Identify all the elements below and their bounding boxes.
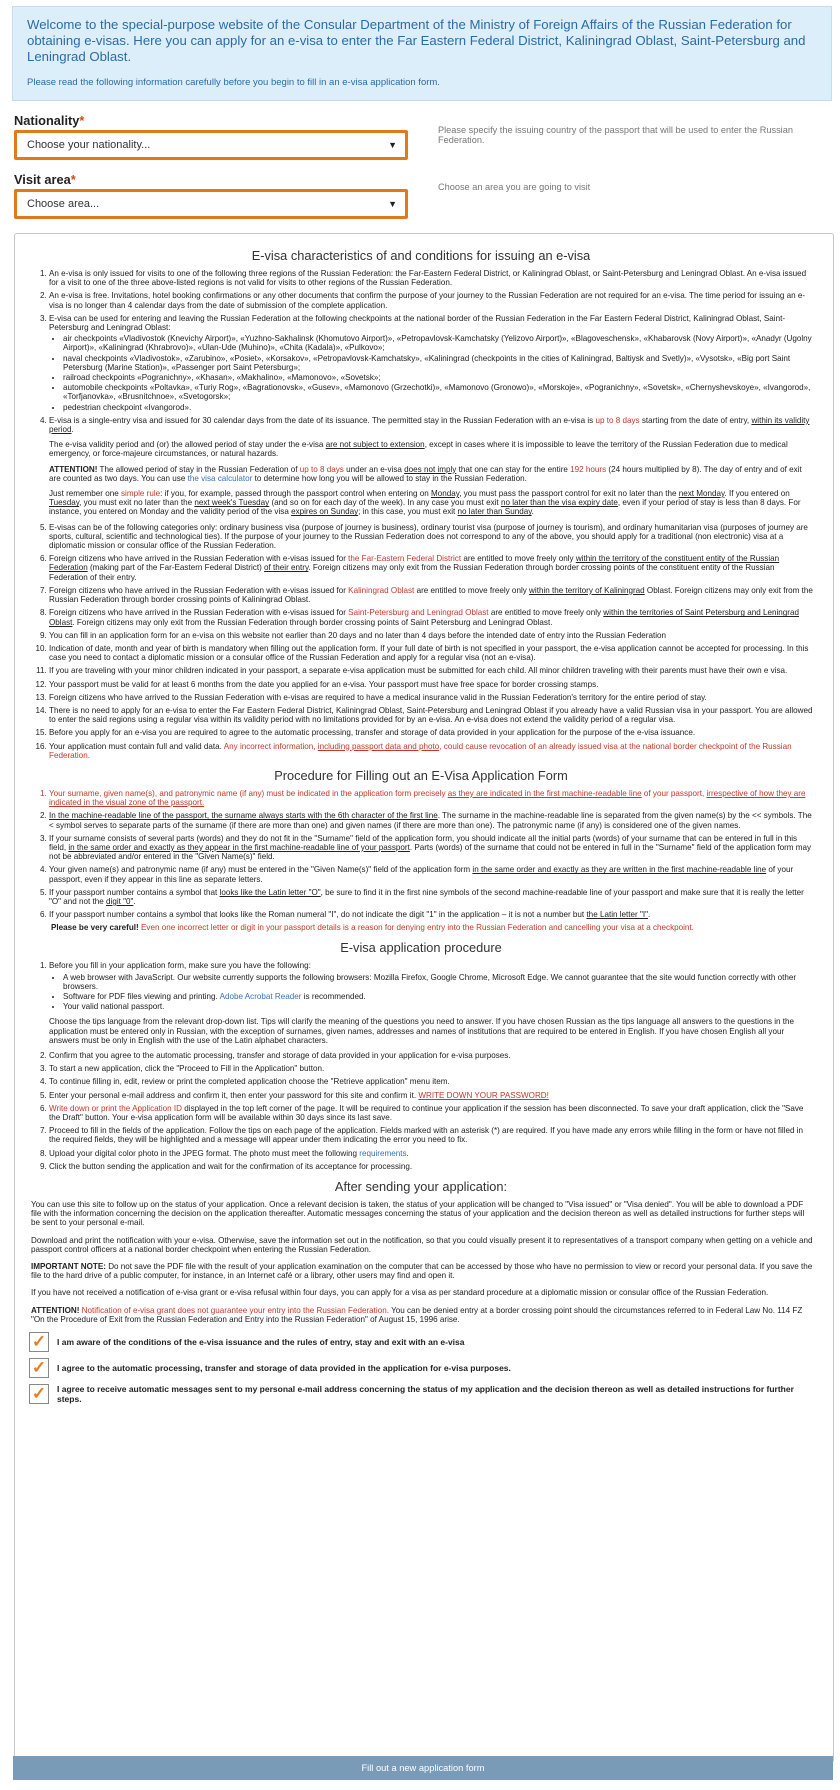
attention-note: ATTENTION! Notification of e-visa grant does not guarantee your entry into the Russian Federation. You can be denied entry at a border crossing point should the circumstances referred to in Federal Law No. 114 FZ "On the Procedure of Exit from the Russian Federation and Entry into the Russian Federation" of August 15, 1996 arise. [31, 1305, 803, 1324]
application-title: E-visa application procedure [340, 940, 502, 956]
list-item: 14. There is no need to apply for an e-visa to enter the Far Eastern Federal District, Kaliningrad Oblast, Saint-Petersburg and Leningrad Oblast if you already have a valid Russian visa in your passport. You are allowed to enter the said regions using a regular visa within its validity period with no limitations provided for by an e-visa. An e-visa does not extend the validity period of a regular visa. [49, 706, 813, 724]
welcome-text: Welcome to the special-purpose website of the Consular Department of the Ministry of Foreign Affairs of the Russian Federation for obtaining e-visas. Here you can apply for an e-visa to enter the Far Eastern Federal District, Kaliningrad Oblast, Saint-Petersburg and Leningrad Oblast. [27, 17, 806, 64]
list-item: 1. Before you fill in your application form, make sure you have the following: • A web browser with JavaScript. Our website currently supports the following browsers: Mozilla Firefox, Google Chrome, Microsoft Edge. We cannot guarantee that the site would function correctly with other browsers. • Software for PDF files viewing and printing. Adobe Acrobat Reader is recommended. • Your valid national passport. Choose the tips language from the relevant drop-down list. Tips will clarify the meaning of the questions you need to answer. If you have chosen Russian as the tips language all answers to the questions in the application must be entered only in Russian, with the exception of surnames, given names, addresses and names of institutions that are required to be entered in English. If you have chosen English all your answers must be only in English with the use of the Latin alphabet characters. [49, 961, 813, 1045]
checkbox-label: I agree to receive automatic messages sent to my personal e-mail address concerning the status of my application and the decision thereon as well as detailed instructions for further steps. [57, 1384, 794, 1405]
list-item: 3. E-visa can be used for entering and leaving the Russian Federation at the following checkpoints at the national border of the Russian Federation in the Far Eastern Federal District, Kaliningrad Oblast, Saint-Petersburg and Leningrad Oblast: • air checkpoints «Vladivostok (Knevichy Airport)», «Yuzhno-Sakhalinsk (Khomutovo Airport)», «Petropavlovsk-Kamchatsky (Yelizovo Airport)», «Blagoveschensk», «Khabarovsk (Novy Airport)», «Anadyr (Ugolny Airport)», «Kaliningrad (Khrabrovo)», «Ulan-Ude (Muhino)», «Chita (Kadala)», «Pulkovo»; • naval checkpoints «Vladivostok», «Zarubino», «Posiet», «Korsakov», «Petropavlovsk-Kamchatsky», «Kaliningrad (checkpoints in the cities of Kaliningrad, Baltiysk and Svetly)», «Vysotsk», «Big port Saint Petersburg (Marine Station)», «Passenger port Saint Petersburg»; • railroad checkpoints «Pogranichny», «Khasan», «Makhalino», «Mamonovo», «Sovetsk»; • automobile checkpoints «Poltavka», «Turiy Rog», «Bagrationovsk», «Gusev», «Mamonovo (Grzechotki)», «Mamonovo (Gronowo)», «Morskoje», «Pogranichny», «Sovetsk», «Chernyshevskoye», «Ivangorod», «Torfjanovka», «Brusnitchnoe», «Svetogorsk»; • pedestrian checkpoint «Ivangorod». [49, 314, 813, 412]
after-paragraph: You can use this site to follow up on the status of your application. Once a relevant decision is taken, the status of your application will be changed to "Visa issued" or "Visa denied". You will be able to download a PDF file with the information concerning the decision on the application thereafter. Automatic messages concerning the status of your application and the decision thereon as well as detailed instructions for further steps will be sent to your personal e-mail. [31, 1200, 805, 1228]
list-item: 11. If you are traveling with your minor children indicated in your passport, a separate e-visa application must be submitted for each child. All minor children traveling with their parents must have their own e visa. [49, 666, 813, 675]
list-item: • Your valid national passport. [63, 1002, 813, 1011]
area-label: Visit area* [14, 172, 76, 187]
chevron-down-icon: ▼ [388, 140, 397, 150]
list-item: 9. Click the button sending the application and wait for the confirmation of its acceptance for processing. [49, 1162, 813, 1171]
agree-messages-checkbox[interactable]: ✓ [29, 1384, 49, 1404]
application-list [29, 961, 813, 1171]
list-item: 13. Foreign citizens who have arrived to the Russian Federation with e-visas are required to have a medical insurance valid in the Russian Federation's territory for the entire period of stay. [49, 693, 813, 702]
list-item: 12. Your passport must be valid for at least 6 months from the date you applied for an e-visa. Your passport must have free space for border crossing stamps. [49, 680, 813, 689]
checkpoint-list [49, 334, 813, 412]
list-item: 16. Your application must contain full and valid data. Any incorrect information, including passport data and photo, could cause revocation of an already issued visa at the national border checkpoint of the Russian Federation. [49, 742, 813, 760]
list-item: 6. Write down or print the Application ID displayed in the top left corner of the page. It will be required to continue your application if the session has been disconnected. To save your draft application, click the "Save the Draft" button. Your e-visa application form will be available within 30 days since its last save. [49, 1104, 813, 1122]
area-help: Choose an area you are going to visit [438, 182, 591, 192]
list-item: 5. E-visas can be of the following categories only: ordinary business visa (purpose of journey is business), ordinary tourist visa (purpose of journey is tourism), and ordinary humanitarian visa (purposes of journey are sports, cultural, scientific and technological ties). If the purpose of your journey to the Russian Federation does not correspond to any of the above, you should apply for a traditional (non electronic) visa at a diplomatic mission or consular office of the Russian Federation. [49, 523, 813, 551]
list-item: 3. If your surname consists of several parts (words) and they do not fit in the "Surname" field of the application form, you should indicate all the initial parts (words) of your surname that can be entered in full in this field, in the same order and exactly as they appear in the first machine-readable line of your passport. Parts (words) of the surname that could not be entered in full in the "Surname" field of the application form may not be abbreviated and/or entered in the "Given Name(s)" field. [49, 834, 813, 862]
nationality-row [14, 101, 832, 160]
list-item: 3. To start a new application, click the "Proceed to Fill in the Application" button. [49, 1064, 813, 1073]
list-item: 7. Proceed to fill in the fields of the application. Follow the tips on each page of the application. Fields marked with an asterisk (*) are required. If you have made any errors while filling in the form or have not filled in the required fields, they will be highlighted and a message will appear under them indicating the error you need to fix. [49, 1126, 813, 1144]
list-item: 4. To continue filling in, edit, review or print the completed application choose the "Retrieve application" menu item. [49, 1077, 813, 1086]
list-item: 6. If your passport number contains a symbol that looks like the Roman numeral "I", do not indicate the digit "1" in the application – it is not a number but the Latin letter "I". [49, 910, 813, 919]
checkbox-row-messages [29, 1384, 813, 1404]
list-item: 2. In the machine-readable line of the passport, the surname always starts with the 6th character of the first line. The surname in the machine-readable line is separated from the given name(s) by the << symbols. The < symbol serves to separate parts of the surname (if there are more than one) and given names (if there are more than one). The patronymic name (if any) is considered one of the given names. [49, 811, 813, 829]
agree-conditions-checkbox[interactable]: ✓ [29, 1332, 49, 1352]
welcome-banner [12, 6, 832, 101]
list-item: 8. Foreign citizens who have arrived in the Russian Federation with e-visas issued for Saint-Petersburg and Leningrad Oblast are entitled to move freely only within the territories of Saint Petersburg and Leningrad Oblast. Foreign citizens may only exit from the Russian Federation through border crossing points of Saint Petersburg and Leningrad Oblast. [49, 608, 813, 626]
checkbox-row-processing [29, 1358, 813, 1378]
list-item: 5. Enter your personal e-mail address and confirm it, then enter your password for this site and confirm it. WRITE DOWN YOUR PASSWORD! [49, 1091, 813, 1100]
careful-warning: Please be very careful! Even one incorrect letter or digit in your passport details is a reason for denying entry into the Russian Federation and cancelling your visa at a checkpoint. [51, 923, 694, 933]
list-item: 1. An e-visa is only issued for visits to one of the following three regions of the Russian Federation: the Far-Eastern Federal District, or Kaliningrad Oblast, or Saint-Petersburg and Leningrad Oblast. An e-visa issued for a visit to one of the three above-listed regions is not valid for visits to other regions of the Russian Federation. [49, 269, 813, 287]
characteristics-title: E-visa characteristics of and conditions for issuing an e-visa [251, 248, 591, 263]
rules-panel [14, 233, 834, 1763]
list-item: 4. Your given name(s) and patronymic name (if any) must be entered in the "Given Name(s)" field of the application form in the same order and exactly as they are written in the first machine-readable line of your passport, even if they appear in this line as separate letters. [49, 865, 813, 883]
nationality-help: Please specify the issuing country of the passport that will be used to enter the Russian Federation. [438, 125, 793, 145]
list-item: • naval checkpoints «Vladivostok», «Zarubino», «Posiet», «Korsakov», «Petropavlovsk-Kamchatsky», «Kaliningrad (checkpoints in the cities of Kaliningrad, Baltiysk and Svetly)», «Vysotsk», «Big port Saint Petersburg (Marine Station)», «Passenger port Saint Petersburg»; [63, 354, 813, 372]
nationality-select[interactable] [14, 130, 408, 160]
fill-new-application-button[interactable]: Fill out a new application form [13, 1756, 833, 1780]
requirements-link[interactable]: requirements [359, 1148, 407, 1158]
after-title: After sending your application: [334, 1179, 508, 1195]
list-item: 8. Upload your digital color photo in the JPEG format. The photo must meet the following requirements. [49, 1149, 813, 1158]
nationality-label: Nationality* [14, 113, 85, 128]
list-item: 7. Foreign citizens who have arrived in the Russian Federation with e-visas issued for Kaliningrad Oblast are entitled to move freely only within the territory of Kaliningrad Oblast. Foreign citizens may only exit from the Russian Federation through border crossing points of Kaliningrad Oblast. [49, 586, 813, 604]
list-item: 2. Confirm that you agree to the automatic processing, transfer and storage of data provided in your application for e-visa purposes. [49, 1051, 813, 1060]
checkbox-label: I am aware of the conditions of the e-visa issuance and the rules of entry, stay and exit with an e-visa [57, 1337, 465, 1348]
list-item: • automobile checkpoints «Poltavka», «Turiy Rog», «Bagrationovsk», «Gusev», «Mamonovo (Grzechotki)», «Mamonovo (Gronowo)», «Morskoje», «Pogranichny», «Sovetsk», «Chernyshevskoye», «Ivangorod», «Torfjanovka», «Brusnitchnoe», «Svetogorsk»; [63, 383, 813, 401]
nationality-value: Choose your nationality... [27, 139, 151, 151]
list-item: 1. Your surname, given name(s), and patronymic name (if any) must be indicated in the application form precisely as they are indicated in the first machine-readable line of your passport, irrespective of how they are indicated in the visual zone of the passport. [49, 789, 813, 807]
checkbox-row-aware [29, 1332, 813, 1352]
list-item: • railroad checkpoints «Pogranichny», «Khasan», «Makhalino», «Mamonovo», «Sovetsk»; [63, 373, 813, 382]
area-row [14, 160, 832, 219]
agree-processing-checkbox[interactable]: ✓ [29, 1358, 49, 1378]
validity-paragraph: The e-visa validity period and (or) the allowed period of stay under the e-visa are not subject to extension, except in cases where it is impossible to leave the territory of the Russian Federation due to medical emergency, or force-majeure circumstances, or natural hazards. [49, 440, 788, 459]
after-paragraph: Download and print the notification with your e-visa. Otherwise, save the information set out in the notification, so that you could visually present it to representatives of a transport company when getting on a vehicle and passport control officers at a national border checkpoint when entering the Russian Federation. [31, 1235, 813, 1254]
visa-calculator-link[interactable]: the visa calculator [187, 473, 253, 483]
list-item: 9. You can fill in an application form for an e-visa on this website not earlier than 20 days and no later than 4 days before the intended date of entry into the Russian Federation [49, 631, 813, 640]
tips-paragraph: Choose the tips language from the relevant drop-down list. Tips will clarify the meaning of the questions you need to answer. If you have chosen Russian as the tips language all answers to the questions in the application must be entered only in Russian, with the exception of surnames, given names, addresses and names of institutions that are required to be entered in English. If you have chosen English all your answers must be only in English with the use of the Latin alphabet characters. [49, 1017, 795, 1045]
list-item: • pedestrian checkpoint «Ivangorod». [63, 403, 813, 412]
area-select[interactable] [14, 189, 408, 219]
list-item: 15. Before you apply for an e-visa you are required to agree to the automatic processing, transfer and storage of data provided in your application for the purpose of the e-visa issuance. [49, 728, 813, 737]
list-item: • Software for PDF files viewing and printing. Adobe Acrobat Reader is recommended. [63, 992, 813, 1001]
rule-paragraph: Just remember one simple rule: if you, for example, passed through the passport control when entering on Monday, you must pass the passport control for exit no later than the next Monday. If you entered on Tuesday, you must exit no later than the next week's Tuesday (and so on for each day of the week). In any case you must exit no later than the visa expiry date, even if your period of stay is less than 8 days. For instance, you entered on Monday and the validity period of the visa expires on Sunday; in this case, you must exit no later than Sunday. [49, 489, 801, 517]
list-item: 6. Foreign citizens who have arrived in the Russian Federation with e-visas issued for the Far-Eastern Federal District are entitled to move freely only within the territory of the constituent entity of the Russian Federation (making part of the Far-Eastern Federal District) of their entry. Foreign citizens may only exit from the Russian Federation through border crossing points of the constituent entity of the Russian Federation of their entry. [49, 554, 813, 582]
list-item: 4. E-visa is a single-entry visa and issued for 30 calendar days from the date of its issuance. The permitted stay in the Russian Federation with an e-visa is up to 8 days starting from the date of entry, within its validity period. The e-visa validity period and (or) the allowed period of stay under the e-visa are not subject to extension, except in cases where it is impossible to leave the territory of the Russian Federation due to medical emergency, or force-majeure circumstances, or natural hazards. ATTENTION! The allowed period of stay in the Russian Federation of up to 8 days under an e-visa does not imply that one can stay for the entire 192 hours (24 hours multiplied by 8). The day of entry and of exit are counted as two days. You can use the visa calculator to determine how long you will be allowed to stay in the Russian Federation. Just remember one simple rule: if you, for example, passed through the passport control when entering on Monday, you must pass the passport control for exit no later than the next Monday. If you entered on Tuesday, you must exit no later than the next week's Tuesday (and so on for each day of the week). In any case you must exit no later than the visa expiry date, even if your period of stay is less than 8 days. For instance, you entered on Monday and the validity period of the visa expires on Sunday; in this case, you must exit no later than Sunday. [49, 416, 813, 517]
characteristics-list [29, 269, 813, 760]
procedure-list [29, 789, 813, 919]
list-item: 5. If your passport number contains a symbol that looks like the Latin letter "O", be sure to find it in the first nine symbols of the second machine-readable line of your passport and make sure that it is really the letter "O" and not the digit "0". [49, 888, 813, 906]
important-note: IMPORTANT NOTE: Do not save the PDF file with the result of your application examination on the computer that can be accessed by those who have no permission to view or record your personal data. If you save the file to the hard drive of a public computer, for instance, in an Internet café or a library, other users may find and open it. [31, 1262, 813, 1281]
list-item: • air checkpoints «Vladivostok (Knevichy Airport)», «Yuzhno-Sakhalinsk (Khomutovo Airport)», «Petropavlovsk-Kamchatsky (Yelizovo Airport)», «Blagoveschensk», «Khabarovsk (Novy Airport)», «Anadyr (Ugolny Airport)», «Kaliningrad (Khrabrovo)», «Ulan-Ude (Muhino)», «Chita (Kadala)», «Pulkovo»; [63, 334, 813, 352]
checkbox-label: I agree to the automatic processing, transfer and storage of data provided in the application for e-visa purposes. [57, 1363, 511, 1374]
welcome-note: Please read the following information carefully before you begin to fill in an e-visa application form. [27, 77, 440, 88]
list-item: 2. An e-visa is free. Invitations, hotel booking confirmations or any other documents that confirm the purpose of your journey to the Russian Federation are not required for an e-visa. The time period for issuing an e-visa is no longer than 4 calendar days from the date of submission of the complete application. [49, 291, 813, 309]
chevron-down-icon: ▼ [388, 199, 397, 209]
list-item: 10. Indication of date, month and year of birth is mandatory when filling out the application form. If your full date of birth is not specified in your passport, the e-visa application cannot be accepted for processing. In this case you need to contact a diplomatic mission or a consular office of the Russian Federation and apply for a regular visa (not an e-visa). [49, 644, 813, 662]
acrobat-reader-link[interactable]: Adobe Acrobat Reader [219, 991, 302, 1001]
procedure-title: Procedure for Filling out an E-Visa Application Form [274, 767, 568, 783]
area-value: Choose area... [27, 198, 100, 210]
list-item: • A web browser with JavaScript. Our website currently supports the following browsers: Mozilla Firefox, Google Chrome, Microsoft Edge. We cannot guarantee that the site would function correctly with other browsers. [63, 973, 813, 991]
attention-paragraph: ATTENTION! The allowed period of stay in the Russian Federation of up to 8 days under an e-visa does not imply that one can stay for the entire 192 hours (24 hours multiplied by 8). The day of entry and of exit are counted as two days. You can use the visa calculator to determine how long you will be allowed to stay in the Russian Federation. [49, 464, 802, 483]
after-paragraph: If you have not received a notification of e-visa grant or e-visa refusal within four days, you can apply for a visa as per standard procedure at a diplomatic mission or consular office of the Russian Federation. [31, 1288, 769, 1298]
requirements-list [49, 973, 813, 1012]
